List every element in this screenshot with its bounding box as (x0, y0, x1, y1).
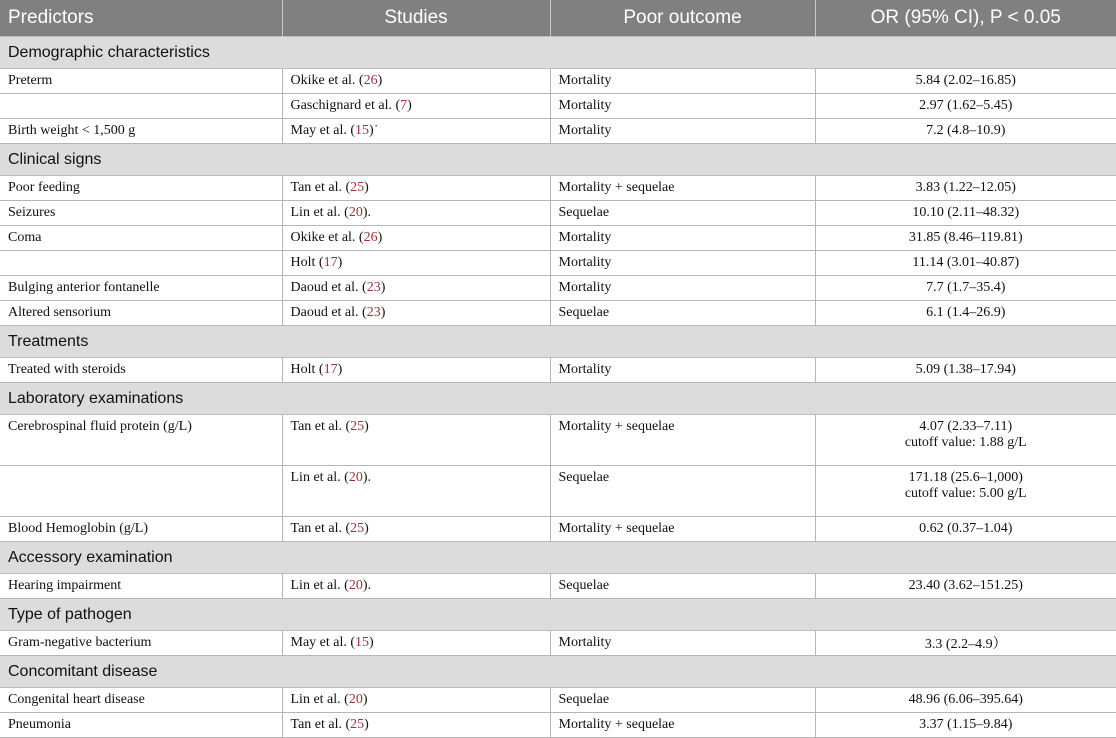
or-value: 10.10 (2.11–48.32) (912, 205, 1020, 220)
or-value: 31.85 (8.46–119.81) (908, 230, 1023, 245)
study-text: Tan et al. ( (290, 717, 351, 732)
or-cell (815, 94, 1116, 119)
reference-link[interactable]: 25 (350, 419, 365, 434)
reference-link[interactable]: 23 (366, 305, 381, 320)
study-text: Tan et al. ( (290, 180, 351, 195)
or-cell (815, 713, 1116, 738)
study-text-end: ) (364, 180, 369, 195)
study-text-end: ) (377, 230, 383, 245)
outcome-cell: Mortality + sequelae (550, 713, 815, 738)
reference-link[interactable]: 25 (350, 180, 365, 195)
study-text: Tan et al. ( (290, 419, 351, 434)
or-cell (815, 517, 1116, 542)
outcome-cell: Mortality + sequelae (550, 415, 815, 466)
study-text: Lin et al. ( (290, 692, 349, 707)
table-row (0, 713, 1116, 738)
header-studies: Studies (282, 0, 550, 37)
predictor-cell (0, 466, 282, 517)
study-text-end: ) (380, 305, 386, 320)
table-row (0, 94, 1116, 119)
or-value: 4.07 (2.33–7.11) (919, 419, 1013, 434)
study-cell (282, 688, 550, 713)
section-title: Laboratory examinations (0, 383, 1116, 415)
or-cell (815, 358, 1116, 383)
study-text-end: ). (362, 470, 371, 485)
study-cell (282, 94, 550, 119)
or-cell (815, 226, 1116, 251)
outcome-cell: Mortality (550, 276, 815, 301)
or-cell (815, 201, 1116, 226)
study-cell (282, 466, 550, 517)
reference-link[interactable]: 20 (348, 470, 363, 485)
reference-link[interactable]: 7 (400, 98, 408, 113)
or-value: 5.09 (1.38–17.94) (915, 362, 1016, 377)
study-text: Holt ( (290, 255, 324, 270)
or-value: 3.37 (1.15–9.84) (919, 717, 1013, 732)
predictor-cell: Treated with steroids (0, 358, 282, 383)
study-text: Gaschignard et al. ( (290, 98, 401, 113)
study-cell (282, 517, 550, 542)
table-row (0, 201, 1116, 226)
reference-link[interactable]: 26 (363, 73, 378, 88)
study-text-end: )˙ (369, 123, 379, 138)
outcome-cell: Sequelae (550, 301, 815, 326)
table-row (0, 688, 1116, 713)
predictor-cell: Hearing impairment (0, 574, 282, 599)
or-cell (815, 69, 1116, 94)
reference-link[interactable]: 17 (323, 362, 338, 377)
study-cell (282, 301, 550, 326)
cutoff-value: cutoff value: 5.00 g/L (904, 486, 1027, 501)
outcome-cell: Mortality (550, 94, 815, 119)
or-value: 7.7 (1.7–35.4) (926, 280, 1006, 295)
outcome-cell: Mortality (550, 631, 815, 656)
outcome-cell: Mortality (550, 69, 815, 94)
reference-link[interactable]: 20 (348, 578, 363, 593)
header-poor-outcome: Poor outcome (550, 0, 815, 37)
section-title: Treatments (0, 326, 1116, 358)
section-title: Accessory examination (0, 542, 1116, 574)
or-value: 171.18 (25.6–1,000) (908, 470, 1023, 485)
table-row (0, 358, 1116, 383)
header-row (0, 0, 1116, 37)
study-text-end: ). (362, 578, 371, 593)
section-row (0, 599, 1116, 631)
or-cell (815, 176, 1116, 201)
study-text-end: ) (362, 692, 368, 707)
table-row (0, 466, 1116, 517)
reference-link[interactable]: 20 (348, 205, 363, 220)
study-text-end: ) (377, 73, 383, 88)
table-row (0, 631, 1116, 656)
or-cell (815, 276, 1116, 301)
outcome-cell: Mortality + sequelae (550, 176, 815, 201)
study-text-end: ) (380, 280, 386, 295)
predictor-cell (0, 94, 282, 119)
reference-link[interactable]: 26 (363, 230, 378, 245)
predictor-cell: Bulging anterior fontanelle (0, 276, 282, 301)
section-row (0, 383, 1116, 415)
section-title: Type of pathogen (0, 599, 1116, 631)
study-text: Lin et al. ( (290, 205, 349, 220)
predictor-cell: Poor feeding (0, 176, 282, 201)
or-cell (815, 574, 1116, 599)
study-cell (282, 69, 550, 94)
section-title: Demographic characteristics (0, 37, 1116, 69)
or-value: 7.2 (4.8–10.9) (926, 123, 1006, 138)
reference-link[interactable]: 25 (350, 717, 365, 732)
predictor-cell: Gram-negative bacterium (0, 631, 282, 656)
predictor-cell: Coma (0, 226, 282, 251)
outcome-cell: Sequelae (550, 466, 815, 517)
study-text-end: ) (364, 419, 369, 434)
or-cell (815, 301, 1116, 326)
predictor-cell: Seizures (0, 201, 282, 226)
reference-link[interactable]: 15 (355, 635, 370, 650)
study-cell (282, 201, 550, 226)
reference-link[interactable]: 25 (350, 521, 365, 536)
study-cell (282, 176, 550, 201)
predictor-cell: Birth weight < 1,500 g (0, 119, 282, 144)
or-value: 23.40 (3.62–151.25) (908, 578, 1023, 593)
section-title: Concomitant disease (0, 656, 1116, 688)
study-text: May et al. ( (290, 635, 356, 650)
table-row (0, 415, 1116, 466)
study-text-end: ) (407, 98, 412, 113)
study-cell (282, 358, 550, 383)
table-row (0, 276, 1116, 301)
section-row (0, 656, 1116, 688)
study-text: Daoud et al. ( (290, 280, 367, 295)
table-row (0, 517, 1116, 542)
study-text: Tan et al. ( (290, 521, 351, 536)
reference-link[interactable]: 23 (366, 280, 381, 295)
study-cell (282, 631, 550, 656)
or-value: 11.14 (3.01–40.87) (912, 255, 1020, 270)
reference-link[interactable]: 20 (348, 692, 363, 707)
predictor-cell: Blood Hemoglobin (g/L) (0, 517, 282, 542)
or-value: 2.97 (1.62–5.45) (919, 98, 1013, 113)
study-text: Daoud et al. ( (290, 305, 367, 320)
or-value: 3.83 (1.22–12.05) (915, 180, 1016, 195)
or-cell (815, 119, 1116, 144)
study-text-end: ) (337, 255, 343, 270)
outcome-cell: Sequelae (550, 688, 815, 713)
or-value: 5.84 (2.02–16.85) (915, 73, 1016, 88)
predictor-cell: Congenital heart disease (0, 688, 282, 713)
study-text: May et al. ( (290, 123, 356, 138)
table-row (0, 574, 1116, 599)
or-value: 3.3 (2.2–4.9） (924, 637, 1007, 652)
outcome-cell: Mortality (550, 251, 815, 276)
table-row (0, 251, 1116, 276)
reference-link[interactable]: 15 (355, 123, 370, 138)
cutoff-value: cutoff value: 1.88 g/L (904, 435, 1027, 450)
predictor-cell: Pneumonia (0, 713, 282, 738)
predictor-cell: Cerebrospinal fluid protein (g/L) (0, 415, 282, 466)
study-text-end: ) (337, 362, 343, 377)
predictor-cell: Altered sensorium (0, 301, 282, 326)
study-text-end: ) (364, 717, 369, 732)
table-row (0, 226, 1116, 251)
section-row (0, 326, 1116, 358)
outcome-cell: Mortality (550, 119, 815, 144)
table-row (0, 119, 1116, 144)
header-or: OR (95% CI), P < 0.05 (815, 0, 1116, 37)
study-cell (282, 119, 550, 144)
outcome-cell: Mortality (550, 358, 815, 383)
study-text: Okike et al. ( (290, 73, 364, 88)
or-value: 6.1 (1.4–26.9) (926, 305, 1006, 320)
study-cell (282, 574, 550, 599)
section-title: Clinical signs (0, 144, 1116, 176)
outcome-cell: Sequelae (550, 574, 815, 599)
predictor-cell: Preterm (0, 69, 282, 94)
study-text: Okike et al. ( (290, 230, 364, 245)
study-text-end: ) (364, 521, 369, 536)
study-cell (282, 415, 550, 466)
outcome-cell: Mortality + sequelae (550, 517, 815, 542)
or-cell (815, 688, 1116, 713)
table-row (0, 69, 1116, 94)
predictor-cell (0, 251, 282, 276)
study-cell (282, 713, 550, 738)
study-text: Lin et al. ( (290, 470, 349, 485)
reference-link[interactable]: 17 (323, 255, 338, 270)
study-cell (282, 226, 550, 251)
or-value: 48.96 (6.06–395.64) (908, 692, 1023, 707)
study-cell (282, 251, 550, 276)
section-row (0, 144, 1116, 176)
study-text: Lin et al. ( (290, 578, 349, 593)
outcome-cell: Sequelae (550, 201, 815, 226)
table-body (0, 37, 1116, 738)
or-cell (815, 631, 1116, 656)
or-cell (815, 251, 1116, 276)
outcome-cell: Mortality (550, 226, 815, 251)
table-row (0, 301, 1116, 326)
header-predictors: Predictors (0, 0, 282, 37)
section-row (0, 542, 1116, 574)
study-text: Holt ( (290, 362, 324, 377)
study-text-end: ). (362, 205, 371, 220)
section-row (0, 37, 1116, 69)
or-value: 0.62 (0.37–1.04) (919, 521, 1013, 536)
or-cell (815, 415, 1116, 466)
or-cell (815, 466, 1116, 517)
study-text-end: ) (369, 635, 374, 650)
table-row (0, 176, 1116, 201)
study-cell (282, 276, 550, 301)
